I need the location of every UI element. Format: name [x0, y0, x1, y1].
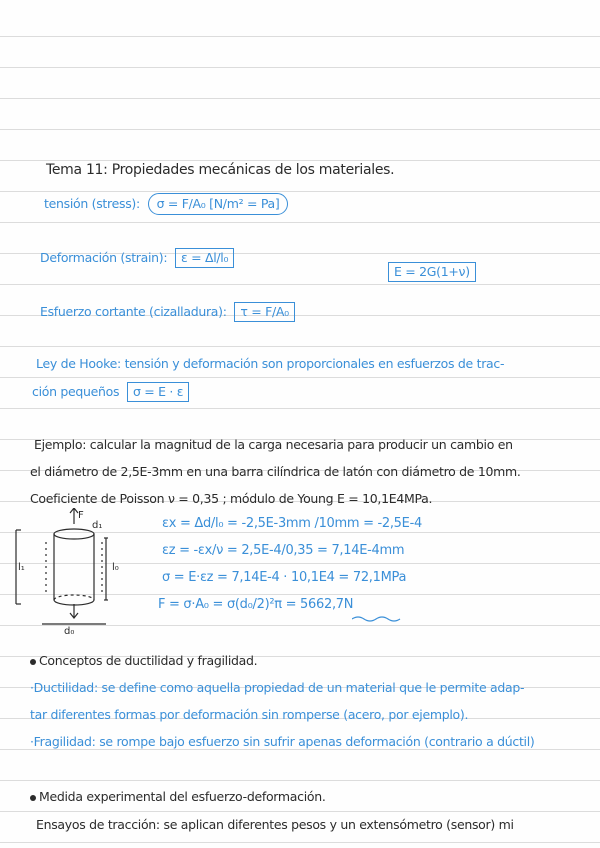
- bullet-icon: [30, 795, 36, 801]
- ductilidad-line-2: tar diferentes formas por deformación sin romperse (acero, por ejemplo).: [30, 707, 469, 722]
- cortante-label: Esfuerzo cortante (cizalladura):: [40, 304, 227, 319]
- tension-formula: σ = F/A₀ [N/m² = Pa]: [148, 193, 289, 215]
- hooke-text-2: ción pequeños: [32, 384, 120, 399]
- shear-modulus-formula: E = 2G(1+ν): [388, 262, 476, 282]
- deformacion-label: Deformación (strain):: [40, 250, 168, 265]
- tension-label: tensión (stress):: [44, 196, 140, 211]
- bullet-icon: [30, 659, 36, 665]
- cylinder-top: [54, 529, 94, 539]
- medida-heading: [30, 789, 326, 805]
- deformacion-formula: ε = Δl/l₀: [175, 248, 234, 268]
- solution-sigma: σ = E·εz = 7,14E-4 · 10,1E4 = 72,1MPa: [162, 570, 407, 585]
- hooke-line-2: [32, 382, 189, 402]
- cortante-line: [40, 302, 295, 322]
- cortante-formula: τ = F/A₀: [234, 302, 295, 322]
- cylinder-figure: [8, 508, 138, 638]
- l0-label: l₀: [112, 562, 119, 573]
- ejemplo-line-1: Ejemplo: calcular la magnitud de la carga necesaria para producir un cambio en: [34, 437, 513, 452]
- page-title: Tema 11: Propiedades mecánicas de los materiales.: [46, 162, 395, 178]
- ejemplo-line-2: el diámetro de 2,5E-3mm en una barra cilíndrica de latón con diámetro de 10mm.: [30, 464, 521, 479]
- medida-heading-text: Medida experimental del esfuerzo-deformación.: [39, 789, 326, 804]
- conceptos-heading: [30, 653, 257, 669]
- ensayos-line: Ensayos de tracción: se aplican diferentes pesos y un extensómetro (sensor) mi: [36, 817, 514, 832]
- d1-label: d₁: [92, 520, 103, 531]
- tension-line: [44, 193, 288, 215]
- shear-modulus-line: [384, 262, 476, 282]
- hooke-formula: σ = E · ε: [127, 382, 189, 402]
- ejemplo-line-3: Coeficiente de Poisson ν = 0,35 ; módulo de Young E = 10,1E4MPa.: [30, 491, 433, 506]
- conceptos-heading-text: Conceptos de ductilidad y fragilidad.: [39, 653, 258, 668]
- solution-ez: εz = -εx/ν = 2,5E-4/0,35 = 7,14E-4mm: [162, 543, 405, 558]
- solution-force: F = σ·A₀ = σ(d₀/2)²π = 5662,7N: [158, 597, 354, 612]
- l1-label: l₁: [18, 562, 25, 573]
- underline-squiggle: [352, 615, 402, 623]
- fragilidad-line: ·Fragilidad: se rompe bajo esfuerzo sin sufrir apenas deformación (contrario a dúctil): [30, 734, 535, 749]
- deformacion-line: [40, 248, 234, 268]
- d0-label: d₀: [64, 626, 75, 637]
- solution-ex: εx = Δd/l₀ = -2,5E-3mm /10mm = -2,5E-4: [162, 516, 422, 531]
- hooke-line-1: Ley de Hooke: tensión y deformación son proporcionales en esfuerzos de trac-: [36, 356, 505, 371]
- ductilidad-line-1: ·Ductilidad: se define como aquella propiedad de un material que le permite adap-: [30, 680, 525, 695]
- force-label: F: [78, 510, 84, 521]
